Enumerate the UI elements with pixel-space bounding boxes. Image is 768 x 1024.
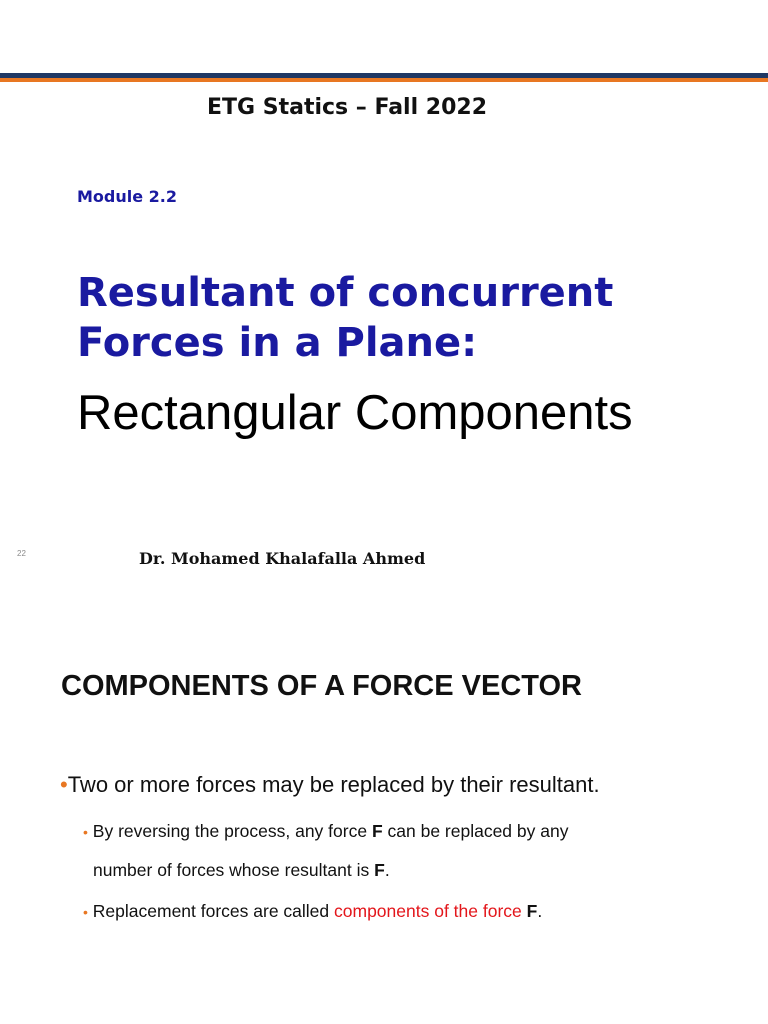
heading-line-1: Resultant of concurrent: [77, 270, 614, 316]
content-slide: [0, 580, 768, 1024]
header-rule-orange: [0, 78, 768, 82]
sub-bullet-marker: •: [83, 904, 88, 920]
sub-bullet-text: .: [384, 860, 390, 880]
sub-bullet-text: .: [537, 901, 543, 921]
slide-heading: [77, 268, 757, 368]
bullet-item: [60, 772, 760, 798]
heading-line-2: Forces in a Plane:: [77, 320, 478, 366]
bullet-text: Two or more forces may be replaced by their resultant.: [67, 772, 600, 797]
slide-subheading: Rectangular Components: [77, 386, 633, 440]
course-title: ETG Statics – Fall 2022: [206, 95, 488, 120]
sub-bullet-item: [83, 812, 743, 889]
sub-bullet-line-1: [83, 812, 743, 851]
sub-bullet-text: By reversing the process, any force: [92, 821, 372, 841]
force-symbol: F: [374, 860, 385, 880]
author-name: Dr. Mohamed Khalafalla Ahmed: [139, 549, 426, 568]
sub-bullet-text: can be replaced by any: [382, 821, 569, 841]
section-title: COMPONENTS OF A FORCE VECTOR: [61, 670, 582, 702]
module-label: Module 2.2: [77, 187, 178, 206]
sub-bullet-text: Replacement forces are called: [92, 901, 335, 921]
sub-bullet-line-2: [83, 851, 743, 889]
emphasis-text: components of the force: [334, 901, 522, 921]
sub-bullet-marker: •: [83, 824, 88, 840]
force-symbol: F: [371, 821, 383, 841]
sub-bullet-text: number of forces whose resultant is: [93, 860, 375, 880]
slide-number: 22: [17, 549, 26, 558]
sub-bullet-item: [83, 892, 743, 931]
bullet-marker: •: [60, 772, 68, 797]
force-symbol: F: [526, 901, 538, 921]
